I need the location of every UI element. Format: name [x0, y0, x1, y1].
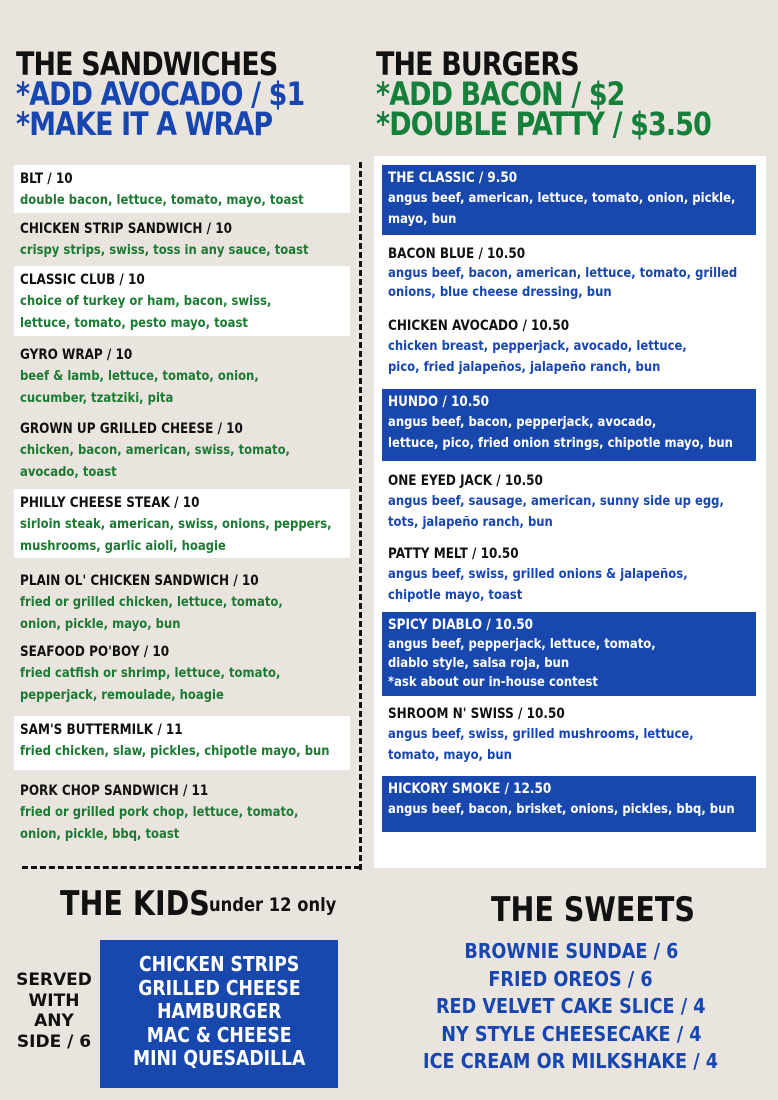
burger-item-spicy-diablo — [382, 612, 756, 696]
sandwich-name: BLT / 10 — [20, 171, 73, 187]
sandwich-desc-line: sirloin steak, american, swiss, onions, peppers, — [20, 516, 332, 532]
kids-item: MINI QUESADILLA — [132, 1046, 306, 1070]
burger-item-one-eyed-jack — [382, 468, 756, 538]
kids-age-note: under 12 only — [209, 894, 337, 916]
burger-name: HUNDO / 10.50 — [388, 394, 490, 410]
kids-title: THE KIDS — [60, 884, 210, 924]
burger-contest-note: *ask about our in-house contest — [388, 674, 598, 690]
burger-name: SHROOM N' SWISS / 10.50 — [388, 706, 565, 722]
burger-desc-line: angus beef, bacon, brisket, onions, pickles, bbq, bun — [388, 801, 735, 817]
burger-item-bacon-blue — [382, 241, 756, 309]
sandwich-desc-line: fried or grilled chicken, lettuce, tomato, — [20, 594, 283, 610]
burger-desc-line: angus beef, bacon, american, lettuce, tomato, grilled — [388, 265, 738, 281]
sandwich-name: SEAFOOD PO'BOY / 10 — [20, 644, 170, 660]
sandwich-desc-line: beef & lamb, lettuce, tomato, onion, — [20, 368, 259, 384]
sandwich-name: CHICKEN STRIP SANDWICH / 10 — [20, 221, 232, 237]
sandwich-name: CLASSIC CLUB / 10 — [20, 272, 145, 288]
column-divider — [359, 162, 362, 870]
sandwich-desc-line: double bacon, lettuce, tomato, mayo, toast — [20, 192, 304, 208]
sandwich-item-grown-up-grilled-cheese — [14, 415, 350, 485]
sandwich-name: GYRO WRAP / 10 — [20, 347, 133, 363]
burger-item-shroom-n-swiss — [382, 701, 756, 771]
sandwich-item-sams-buttermilk — [14, 716, 350, 770]
sandwich-item-chicken-strip — [14, 215, 350, 263]
sandwich-name: SAM'S BUTTERMILK / 11 — [20, 722, 183, 738]
sandwich-desc-line: cucumber, tzatziki, pita — [20, 390, 174, 406]
burger-desc-line: angus beef, american, lettuce, tomato, onion, pickle, — [388, 190, 736, 206]
burger-name: BACON BLUE / 10.50 — [388, 246, 526, 262]
sweets-list — [396, 938, 746, 1076]
sweets-item: RED VELVET CAKE SLICE / 4 — [436, 994, 706, 1018]
sandwich-item-philly-cheese-steak — [14, 489, 350, 558]
sandwich-item-pork-chop — [14, 777, 350, 845]
kids-item: CHICKEN STRIPS — [138, 952, 300, 976]
burger-desc-line: diablo style, salsa roja, bun — [388, 655, 570, 671]
sandwich-desc-line: onion, pickle, mayo, bun — [20, 616, 181, 632]
sandwich-name: PORK CHOP SANDWICH / 11 — [20, 783, 209, 799]
burgers-title: THE BURGERS — [376, 45, 579, 83]
burger-name: ONE EYED JACK / 10.50 — [388, 473, 543, 489]
sandwich-name: GROWN UP GRILLED CHEESE / 10 — [20, 421, 243, 437]
sweets-item: BROWNIE SUNDAE / 6 — [463, 939, 679, 963]
sandwich-item-seafood-poboy — [14, 638, 350, 706]
sandwiches-title: THE SANDWICHES — [16, 45, 278, 83]
burger-desc-line: pico, fried jalapeños, jalapeño ranch, bun — [388, 359, 661, 375]
burger-item-hickory-smoke — [382, 776, 756, 832]
burger-desc-line: onions, blue cheese dressing, bun — [388, 284, 612, 300]
burger-name: THE CLASSIC / 9.50 — [388, 170, 518, 186]
sandwich-desc-line: lettuce, tomato, pesto mayo, toast — [20, 315, 248, 331]
section-divider — [22, 866, 360, 869]
burger-name: SPICY DIABLO / 10.50 — [388, 617, 534, 633]
sandwich-desc-line: chicken, bacon, american, swiss, tomato, — [20, 442, 290, 458]
sandwiches-addon-wrap: *MAKE IT A WRAP — [16, 105, 273, 143]
sweets-item: FRIED OREOS / 6 — [488, 966, 654, 991]
sandwiches-addon-avocado: *ADD AVOCADO / $1 — [16, 75, 305, 113]
burger-name: CHICKEN AVOCADO / 10.50 — [388, 318, 570, 334]
kids-item: GRILLED CHEESE — [137, 975, 301, 1000]
sandwich-item-gyro-wrap — [14, 341, 350, 411]
sandwiches-header — [16, 45, 359, 143]
burger-item-hundo — [382, 389, 756, 461]
burger-desc-line: lettuce, pico, fried onion strings, chipotle mayo, bun — [388, 435, 733, 451]
burger-name: HICKORY SMOKE / 12.50 — [388, 781, 552, 797]
sandwich-desc-line: onion, pickle, bbq, toast — [20, 826, 180, 842]
burger-desc-line: angus beef, swiss, grilled onions & jalapeños, — [388, 566, 688, 582]
sandwich-desc-line: avocado, toast — [20, 464, 117, 480]
sandwich-desc-line: pepperjack, remoulade, hoagie — [20, 687, 224, 703]
sandwich-item-classic-club — [14, 266, 350, 336]
sandwich-item-blt — [14, 165, 350, 213]
burger-desc-line: angus beef, pepperjack, lettuce, tomato, — [388, 636, 656, 652]
kids-served-note: SERVED WITH ANY SIDE / 6 — [16, 970, 92, 1052]
burger-item-the-classic — [382, 165, 756, 235]
burger-name: PATTY MELT / 10.50 — [388, 546, 519, 562]
kids-item: MAC & CHEESE — [146, 1022, 292, 1047]
burger-item-chicken-avocado — [382, 313, 756, 383]
burger-desc-line: chipotle mayo, toast — [388, 587, 523, 603]
burger-desc-line: tots, jalapeño ranch, bun — [388, 514, 553, 530]
burger-desc-line: tomato, mayo, bun — [388, 747, 512, 763]
sandwich-name: PLAIN OL' CHICKEN SANDWICH / 10 — [20, 573, 259, 589]
sandwich-desc-line: fried chicken, slaw, pickles, chipotle mayo, bun — [20, 743, 330, 759]
sandwich-item-plain-ol-chicken — [14, 567, 350, 635]
sandwich-desc-line: choice of turkey or ham, bacon, swiss, — [20, 293, 272, 309]
burgers-addon-bacon: *ADD BACON / $2 — [376, 75, 625, 113]
burger-desc-line: angus beef, sausage, american, sunny side up egg, — [388, 493, 724, 509]
kids-menu-box — [100, 940, 338, 1088]
sandwich-desc-line: crispy strips, swiss, toss in any sauce, toast — [20, 242, 309, 258]
sandwich-desc-line: fried catfish or shrimp, lettuce, tomato, — [20, 665, 281, 681]
burger-desc-line: chicken breast, pepperjack, avocado, lettuce, — [388, 338, 687, 354]
burger-desc-line: angus beef, swiss, grilled mushrooms, lettuce, — [388, 726, 694, 742]
burger-desc-line: angus beef, bacon, pepperjack, avocado, — [388, 414, 657, 430]
burgers-header — [376, 45, 775, 143]
burger-item-patty-melt — [382, 541, 756, 609]
burgers-addon-double-patty: *DOUBLE PATTY / $3.50 — [376, 105, 712, 143]
sweets-item: ICE CREAM OR MILKSHAKE / 4 — [423, 1049, 719, 1073]
sweets-title: THE SWEETS — [491, 890, 695, 930]
burger-desc-line: mayo, bun — [388, 211, 457, 227]
sandwich-desc-line: mushrooms, garlic aioli, hoagie — [20, 538, 226, 554]
sandwich-desc-line: fried or grilled pork chop, lettuce, tomato, — [20, 804, 299, 820]
kids-item: HAMBURGER — [156, 999, 282, 1023]
sweets-item: NY STYLE CHEESECAKE / 4 — [440, 1021, 702, 1046]
sandwich-name: PHILLY CHEESE STEAK / 10 — [20, 495, 200, 511]
